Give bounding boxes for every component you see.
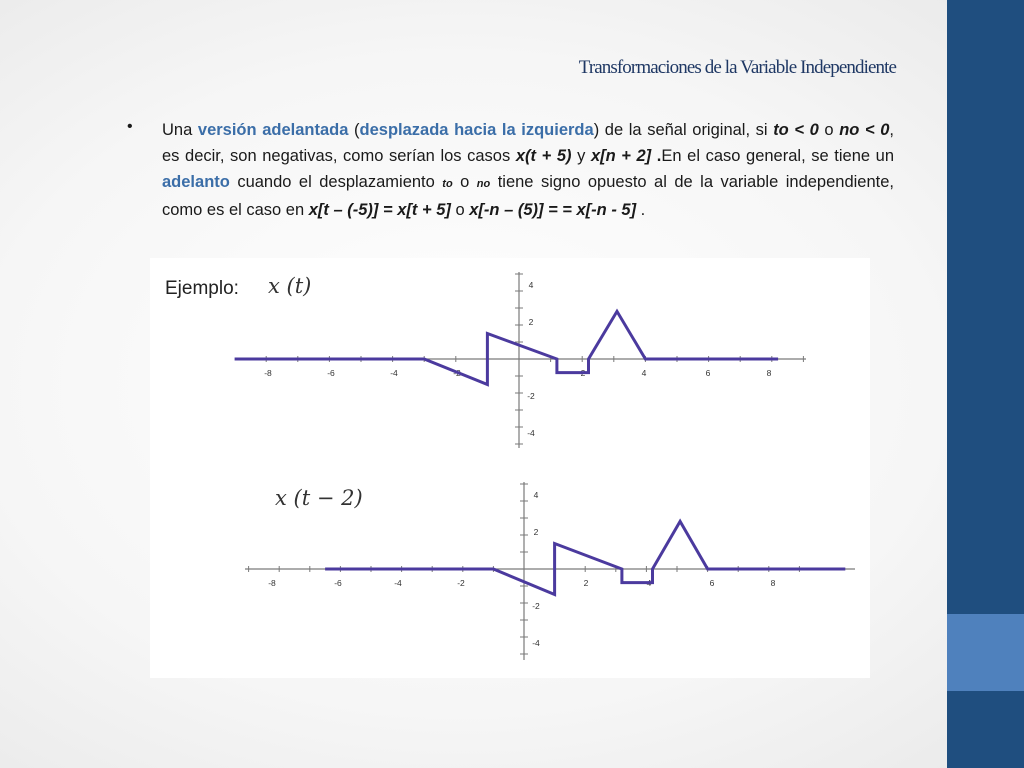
paragraph-segment: to (442, 178, 453, 190)
plot2-x-tick-label: 4 (646, 578, 652, 588)
plot1-y-tick-label: -2 (527, 391, 535, 402)
paragraph-segment: . (651, 147, 662, 165)
paragraph-segment: x[n + 2] (590, 147, 652, 165)
paragraph-segment: versión adelantada (197, 121, 349, 139)
paragraph-segment: ( (348, 121, 360, 139)
paragraph-segment: adelanto (162, 173, 230, 191)
plot2-x-tick-label: 6 (709, 578, 715, 588)
plot1-y-tick-label: 4 (528, 279, 534, 290)
plot1-x-tick-label: 6 (705, 368, 711, 378)
plot2-label: x (t − 2) (275, 486, 363, 510)
plot2-y-tick-label: 4 (533, 489, 539, 500)
paragraph-segment: cuando el desplazamiento (229, 173, 443, 191)
paragraph-segment: . (636, 201, 646, 219)
plot1-x-tick-label: -4 (390, 368, 398, 378)
plot2-y-tick-label: 2 (533, 526, 539, 537)
paragraph-segment: tiene signo opuesto al de la variable independiente, como es el caso en (162, 173, 894, 219)
paragraph-segment: no < 0 (839, 121, 890, 139)
paragraph-segment: x(t + 5) (515, 147, 572, 165)
paragraph-segment: , es decir, son negativas, como serían los casos (162, 121, 894, 165)
plot1-label: x (t) (268, 274, 312, 298)
paragraph-segment: o (450, 201, 470, 219)
plot1-x-tick-label: 4 (641, 368, 647, 378)
paragraph-segment: En el caso general, se tiene un (661, 147, 894, 165)
plot1-y-tick-label: -4 (527, 428, 535, 439)
plot2-x-tick-label: -4 (394, 578, 402, 588)
paragraph-segment: no (476, 178, 491, 190)
plot1-x-tick-label: -6 (327, 368, 335, 378)
bullet-marker: • (127, 118, 133, 135)
plot2-y-tick-label: -2 (532, 601, 540, 612)
slide-title: Transformaciones de la Variable Independiente (578, 57, 896, 78)
paragraph-segment: to < 0 (773, 121, 819, 139)
paragraph-segment: y (571, 147, 591, 165)
plot2-x-tick-label: 8 (770, 578, 776, 588)
paragraph-segment: desplazada hacia la izquierda (359, 121, 594, 139)
example-label: Ejemplo: (165, 278, 239, 299)
paragraph-segment: Una (162, 121, 198, 139)
paragraph-segment: x[t – (-5)] = x[t + 5] (308, 201, 451, 219)
plot1-signal-line (235, 311, 779, 384)
paragraph-segment: x[-n – (5)] = = x[-n - 5] (469, 201, 637, 219)
paragraph-segment: ) de la señal original, si (593, 121, 774, 139)
plot1-x-tick-label: 2 (580, 368, 586, 378)
plot1-y-tick-label: 2 (528, 316, 534, 327)
plot1-x-tick-label: 8 (766, 368, 772, 378)
plot1-x-tick-label: -2 (453, 368, 461, 378)
plot1-x-tick-label: -8 (264, 368, 272, 378)
plot2-y-tick-label: -4 (532, 638, 540, 649)
plot2-x-tick-label: -2 (457, 578, 465, 588)
plot2-x-tick-label: -8 (268, 578, 276, 588)
paragraph-segment: o (452, 173, 477, 191)
plot2-x-tick-label: -6 (334, 578, 342, 588)
plot2-x-tick-label: 2 (583, 578, 589, 588)
paragraph-segment: o (818, 121, 840, 139)
